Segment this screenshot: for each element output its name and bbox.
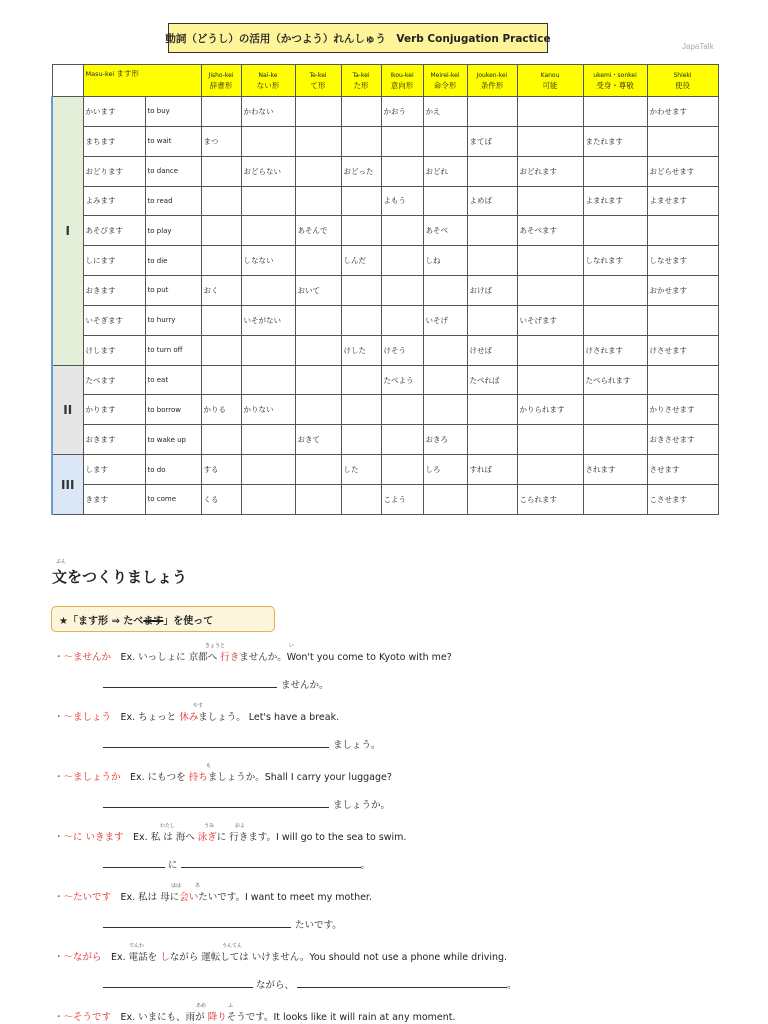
answer-blank[interactable] [103, 738, 329, 748]
verb-group-label: I [52, 97, 83, 366]
conjugation-cell [295, 365, 341, 395]
conjugation-cell [241, 455, 295, 485]
example-pre: Ex. 私 は 海へ [133, 832, 198, 843]
conjugation-cell [201, 156, 241, 186]
grammar-pattern: ・～ましょう [54, 712, 112, 723]
english-meaning-cell: to wake up [145, 425, 201, 455]
example-post: ませんか。Won't you come to Kyoto with me? [239, 652, 452, 663]
example-pre: Ex. いまにも、雨が [120, 1012, 208, 1023]
conjugation-cell: しなせます [647, 246, 718, 276]
column-header [647, 65, 718, 97]
furigana: きょうと [205, 643, 226, 649]
conjugation-cell [467, 246, 517, 276]
instruction-prefix: ★「ます形 ⇒ たべ [59, 615, 144, 627]
conjugation-cell: いそがない [241, 305, 295, 335]
furigana: わたし [160, 823, 176, 829]
verb-group-label: III [52, 455, 83, 515]
title-furigana: ぶん [56, 559, 67, 565]
masu-form-cell: かいます [83, 97, 145, 127]
conjugation-cell: おどった [341, 156, 381, 186]
masu-form-cell: かります [83, 395, 145, 425]
table-row [52, 305, 718, 335]
conjugation-cell: おどらせます [647, 156, 718, 186]
fill-suffix: 。 [360, 860, 371, 871]
conjugation-cell [295, 156, 341, 186]
conjugation-cell [241, 335, 295, 365]
english-meaning-cell: to read [145, 186, 201, 216]
furigana: はは [171, 883, 182, 889]
conjugation-cell: させます [647, 455, 718, 485]
example-pre: Ex. にもつを [130, 772, 189, 783]
conjugation-cell: しね [423, 246, 467, 276]
conjugation-cell: すれば [467, 455, 517, 485]
fill-suffix: 。 [507, 980, 517, 991]
conjugation-cell [467, 97, 517, 127]
conjugation-cell [201, 186, 241, 216]
conjugation-cell [201, 335, 241, 365]
conjugation-cell [341, 484, 381, 514]
conjugation-cell [201, 305, 241, 335]
highlighted-verb: 泳ぎ [197, 832, 217, 843]
conjugation-cell [295, 455, 341, 485]
conjugation-cell [381, 126, 423, 156]
conjugation-cell [583, 97, 647, 127]
table-row [52, 425, 718, 455]
conjugation-cell: おきて [295, 425, 341, 455]
conjugation-cell [241, 484, 295, 514]
conjugation-cell [341, 365, 381, 395]
grammar-pattern: ・～ましょうか [54, 772, 121, 783]
conjugation-cell: あそんで [295, 216, 341, 246]
conjugation-cell [467, 395, 517, 425]
fill-in-line [103, 797, 390, 811]
conjugation-cell [467, 216, 517, 246]
masu-form-cell: します [83, 455, 145, 485]
conjugation-cell [381, 455, 423, 485]
conjugation-cell [381, 395, 423, 425]
masu-form-cell: あそびます [83, 216, 145, 246]
english-meaning-cell: to play [145, 216, 201, 246]
conjugation-cell [381, 276, 423, 306]
masu-form-cell: よみます [83, 186, 145, 216]
conjugation-cell [423, 276, 467, 306]
answer-blank[interactable] [297, 978, 507, 988]
furigana: い [289, 643, 295, 649]
masu-form-cell: おどります [83, 156, 145, 186]
section-title: 文をつくりましょう [52, 568, 188, 586]
fill-in-line [103, 977, 517, 991]
column-header [583, 65, 647, 97]
answer-blank[interactable] [103, 918, 291, 928]
conjugation-cell [241, 365, 295, 395]
conjugation-cell: かりない [241, 395, 295, 425]
conjugation-cell: かわせます [647, 97, 718, 127]
answer-blank[interactable] [103, 678, 277, 688]
column-header [517, 65, 583, 97]
conjugation-cell: よませます [647, 186, 718, 216]
english-meaning-cell: to borrow [145, 395, 201, 425]
column-header-romaji: Ikou-kei [390, 71, 414, 79]
grammar-pattern: ・～そうです [54, 1012, 112, 1023]
column-header-romaji: Te-kei [309, 71, 327, 79]
masu-form-cell: けします [83, 335, 145, 365]
conjugation-cell: あそべます [517, 216, 583, 246]
example-sentence [54, 769, 392, 783]
example-post: ましょうか。Shall I carry your luggage? [207, 772, 392, 783]
example-pre: Ex. ちょっと [120, 712, 180, 723]
furigana: あめ [196, 1003, 207, 1009]
conjugation-cell: くる [201, 484, 241, 514]
english-meaning-cell: to wait [145, 126, 201, 156]
conjugation-cell: おどれ [423, 156, 467, 186]
conjugation-cell [647, 126, 718, 156]
column-header-japanese: ます形 [116, 69, 139, 78]
example-pre: Ex. 電話を [111, 952, 161, 963]
conjugation-cell: した [341, 455, 381, 485]
example-post: そうです。It looks like it will rain at any moment. [226, 1012, 456, 1023]
conjugation-cell [341, 216, 381, 246]
conjugation-cell [241, 126, 295, 156]
column-header [381, 65, 423, 97]
header-corner-cell [52, 65, 83, 97]
highlighted-verb: 会い [179, 892, 199, 903]
furigana: あ [195, 883, 201, 889]
conjugation-cell [241, 425, 295, 455]
conjugation-cell: する [201, 455, 241, 485]
fill-suffix: ましょうか。 [333, 800, 391, 811]
english-meaning-cell: to buy [145, 97, 201, 127]
conjugation-cell: よまれます [583, 186, 647, 216]
masu-form-cell: まちます [83, 126, 145, 156]
fill-in-line [103, 917, 342, 931]
table-row [52, 365, 718, 395]
column-header-japanese: て形 [310, 80, 326, 90]
column-header-japanese: た形 [353, 80, 369, 90]
conjugation-cell [517, 126, 583, 156]
conjugation-cell [341, 305, 381, 335]
grammar-pattern: ・～に いきます [54, 832, 124, 843]
conjugation-cell [341, 276, 381, 306]
example-pre: Ex. いっしょに 京都へ [120, 652, 221, 663]
conjugation-cell: しんだ [341, 246, 381, 276]
english-meaning-cell: to die [145, 246, 201, 276]
conjugation-cell: しろ [423, 455, 467, 485]
conjugation-cell: けそう [381, 335, 423, 365]
conjugation-cell [341, 126, 381, 156]
conjugation-cell [381, 425, 423, 455]
conjugation-cell: よめば [467, 186, 517, 216]
conjugation-cell [295, 395, 341, 425]
conjugation-cell [423, 365, 467, 395]
conjugation-cell [381, 216, 423, 246]
conjugation-cell: けした [341, 335, 381, 365]
table-row [52, 484, 718, 514]
conjugation-cell [295, 484, 341, 514]
conjugation-cell [295, 126, 341, 156]
conjugation-cell [467, 484, 517, 514]
conjugation-cell [381, 305, 423, 335]
table-row [52, 246, 718, 276]
conjugation-cell: かりさせます [647, 395, 718, 425]
fill-suffix: ましょう。 [333, 740, 381, 751]
highlighted-verb: 休み [179, 712, 199, 723]
table-row [52, 395, 718, 425]
answer-blank[interactable] [103, 798, 329, 808]
fill-suffix: ませんか。 [281, 680, 329, 691]
example-post: ながら 運転しては いけません。You should not use a phone while driving. [169, 952, 508, 963]
conjugation-cell [467, 425, 517, 455]
english-meaning-cell: to dance [145, 156, 201, 186]
example-post: に 行きます。I will go to the sea to swim. [216, 832, 407, 843]
column-header [241, 65, 295, 97]
column-header [201, 65, 241, 97]
conjugation-cell [295, 305, 341, 335]
conjugation-cell [517, 365, 583, 395]
conjugation-cell [201, 97, 241, 127]
highlighted-verb: し [160, 952, 170, 963]
english-meaning-cell: to turn off [145, 335, 201, 365]
conjugation-cell [423, 126, 467, 156]
conjugation-cell: おどらない [241, 156, 295, 186]
conjugation-cell: たべれば [467, 365, 517, 395]
conjugation-cell: けさせます [647, 335, 718, 365]
conjugation-cell: おきさせます [647, 425, 718, 455]
column-header [295, 65, 341, 97]
conjugation-cell [517, 276, 583, 306]
column-header-japanese: 受身・尊敬 [596, 80, 634, 90]
column-header [83, 65, 201, 97]
answer-blank[interactable] [103, 978, 253, 988]
conjugation-cell [381, 246, 423, 276]
conjugation-cell [241, 216, 295, 246]
highlighted-verb: 持ち [188, 772, 208, 783]
conjugation-cell [295, 186, 341, 216]
table-row [52, 186, 718, 216]
masu-form-cell: おきます [83, 276, 145, 306]
conjugation-cell [295, 335, 341, 365]
conjugation-cell [647, 216, 718, 246]
highlighted-verb: 行き [220, 652, 240, 663]
table-row [52, 156, 718, 186]
conjugation-cell [583, 425, 647, 455]
column-header [423, 65, 467, 97]
grammar-pattern: ・～ながら [54, 952, 102, 963]
conjugation-cell: こさせます [647, 484, 718, 514]
masu-form-cell: おきます [83, 425, 145, 455]
conjugation-cell [517, 246, 583, 276]
conjugation-cell: おきろ [423, 425, 467, 455]
instruction-suffix: 」を使って [163, 615, 214, 627]
conjugation-cell: かりる [201, 395, 241, 425]
example-pre: Ex. 私は 母に [120, 892, 180, 903]
conjugation-cell: かわない [241, 97, 295, 127]
fill-in-line [103, 857, 370, 871]
english-meaning-cell: to eat [145, 365, 201, 395]
conjugation-cell [583, 395, 647, 425]
conjugation-cell: しなない [241, 246, 295, 276]
fill-in-line [103, 737, 381, 751]
conjugation-cell [423, 186, 467, 216]
conjugation-cell: まつ [201, 126, 241, 156]
answer-blank[interactable] [181, 858, 361, 868]
furigana: うみ [204, 823, 215, 829]
conjugation-cell [423, 395, 467, 425]
english-meaning-cell: to hurry [145, 305, 201, 335]
conjugation-cell: こられます [517, 484, 583, 514]
table-row [52, 335, 718, 365]
column-header-japanese: 命令形 [433, 80, 457, 90]
conjugation-cell [517, 186, 583, 216]
conjugation-cell: まてば [467, 126, 517, 156]
example-post: たいです。I want to meet my mother. [198, 892, 372, 903]
furigana: やす [193, 703, 204, 709]
masu-form-cell: いそぎます [83, 305, 145, 335]
english-meaning-cell: to do [145, 455, 201, 485]
conjugation-cell: あそべ [423, 216, 467, 246]
example-post: ましょう。 Let's have a break. [198, 712, 340, 723]
conjugation-cell: けされます [583, 335, 647, 365]
conjugation-cell: おけば [467, 276, 517, 306]
table-row [52, 276, 718, 306]
grammar-pattern: ・～ませんか [54, 652, 112, 663]
conjugation-cell: かりられます [517, 395, 583, 425]
conjugation-cell [583, 216, 647, 246]
english-meaning-cell: to put [145, 276, 201, 306]
conjugation-cell [647, 365, 718, 395]
conjugation-cell [583, 305, 647, 335]
fill-connector: ながら、 [256, 980, 295, 991]
masu-form-cell: たべます [83, 365, 145, 395]
column-header-japanese: 可能 [542, 80, 558, 90]
column-header-romaji: Kanou [540, 71, 560, 79]
masu-form-cell: しにます [83, 246, 145, 276]
table-row [52, 455, 718, 485]
example-sentence [54, 649, 452, 663]
conjugation-cell [341, 395, 381, 425]
example-sentence [54, 829, 406, 843]
conjugation-cell: されます [583, 455, 647, 485]
conjugation-cell [517, 425, 583, 455]
fill-suffix: たいです。 [295, 920, 342, 931]
furigana: およ [235, 823, 246, 829]
conjugation-cell [583, 484, 647, 514]
conjugation-cell [201, 216, 241, 246]
conjugation-cell [341, 97, 381, 127]
conjugation-cell: しなれます [583, 246, 647, 276]
conjugation-cell [517, 335, 583, 365]
furigana: うんてん [222, 943, 243, 949]
conjugation-cell: おいて [295, 276, 341, 306]
column-header-japanese: 意向形 [390, 80, 414, 90]
masu-form-cell: きます [83, 484, 145, 514]
fill-in-line [103, 677, 329, 691]
instruction-struck: ます [143, 615, 164, 627]
conjugation-cell [295, 246, 341, 276]
conjugation-cell [583, 276, 647, 306]
instruction-box [51, 606, 275, 632]
column-header-romaji: ukemi・sonkei [593, 71, 637, 79]
conjugation-cell: おどれます [517, 156, 583, 186]
conjugation-cell: いそげます [517, 305, 583, 335]
conjugation-cell: かえ [423, 97, 467, 127]
conjugation-cell [241, 186, 295, 216]
conjugation-cell: またれます [583, 126, 647, 156]
furigana: も [206, 763, 212, 769]
example-sentence [54, 1009, 456, 1023]
furigana: ふ [228, 1003, 234, 1009]
brand-watermark: JapaTalk [682, 42, 714, 51]
conjugation-cell [241, 276, 295, 306]
column-header-romaji: Nai-ke [258, 71, 278, 79]
conjugation-cell [201, 246, 241, 276]
english-meaning-cell: to come [145, 484, 201, 514]
conjugation-cell [517, 97, 583, 127]
conjugation-table [51, 64, 719, 515]
conjugation-cell [341, 425, 381, 455]
conjugation-cell: たべよう [381, 365, 423, 395]
verb-group-label: II [52, 365, 83, 455]
table-header-row [52, 65, 718, 97]
conjugation-cell: かおう [381, 97, 423, 127]
conjugation-cell [583, 156, 647, 186]
conjugation-cell [517, 455, 583, 485]
highlighted-verb: 降り [207, 1012, 227, 1023]
grammar-pattern: ・～たいです [54, 892, 112, 903]
conjugation-cell: おく [201, 276, 241, 306]
table-row [52, 216, 718, 246]
conjugation-cell [295, 97, 341, 127]
column-header-japanese: ない形 [256, 80, 280, 90]
column-header-romaji: Ta-kei [352, 71, 370, 79]
column-header-japanese: 辞書形 [209, 80, 233, 90]
conjugation-cell [381, 156, 423, 186]
example-sentence [54, 949, 507, 963]
column-header [341, 65, 381, 97]
column-header-japanese: 条件形 [480, 80, 504, 90]
table-row [52, 97, 718, 127]
conjugation-cell [201, 425, 241, 455]
conjugation-cell: いそげ [423, 305, 467, 335]
conjugation-cell: よもう [381, 186, 423, 216]
page-title: 動詞（どうし）の活用（かつよう）れんしゅう Verb Conjugation Practice [168, 23, 548, 53]
conjugation-cell: おかせます [647, 276, 718, 306]
column-header-romaji: Meirei-kei [430, 71, 460, 79]
conjugation-cell [423, 484, 467, 514]
conjugation-cell [467, 305, 517, 335]
column-header-romaji: Shieki [673, 71, 692, 79]
column-header [467, 65, 517, 97]
conjugation-cell: こよう [381, 484, 423, 514]
table-row [52, 126, 718, 156]
conjugation-cell [341, 186, 381, 216]
column-header-romaji: Jisho-kei [208, 71, 234, 79]
example-sentence [54, 889, 372, 903]
conjugation-cell [423, 335, 467, 365]
conjugation-cell [647, 305, 718, 335]
fill-connector: に [168, 860, 178, 871]
example-sentence [54, 709, 339, 723]
conjugation-cell: たべられます [583, 365, 647, 395]
conjugation-cell [201, 365, 241, 395]
furigana: でんわ [129, 943, 145, 949]
conjugation-cell: けせば [467, 335, 517, 365]
answer-blank[interactable] [103, 858, 165, 868]
column-header-japanese: 使役 [675, 80, 691, 90]
conjugation-cell [467, 156, 517, 186]
column-header-romaji: Masu-kei [85, 70, 115, 78]
column-header-romaji: Jouken-kei [476, 71, 508, 79]
